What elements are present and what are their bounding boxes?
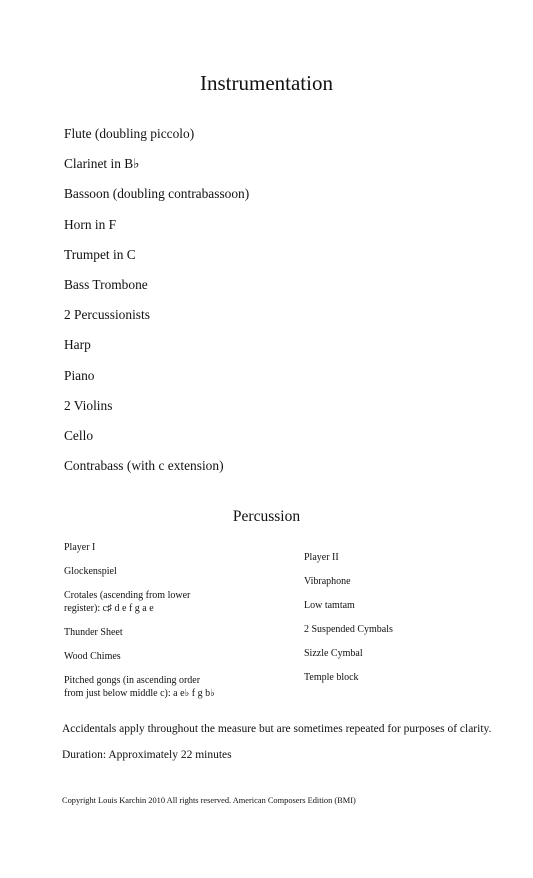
copyright-notice: Copyright Louis Karchin 2010 All rights reserved. American Composers Edition (BMI)	[62, 796, 356, 805]
page-title: Instrumentation	[200, 71, 333, 95]
percussion-item-multiline	[64, 674, 215, 700]
instrument-item: Horn in F	[64, 216, 117, 232]
instrument-item: 2 Violins	[64, 397, 113, 413]
instrument-item: Bassoon (doubling contrabassoon)	[64, 186, 250, 202]
instrument-item: Cello	[64, 427, 94, 443]
percussion-item: Glockenspiel	[64, 566, 117, 577]
percussion-item: Vibraphone	[304, 576, 351, 587]
percussion-item: Low tamtam	[304, 600, 355, 611]
instrument-item: Clarinet in B♭	[64, 156, 140, 172]
player-one-label: Player I	[64, 542, 96, 553]
instrument-item: Bass Trombone	[64, 276, 148, 292]
percussion-item-line: Crotales (ascending from lower	[64, 590, 191, 601]
instrument-item: Piano	[64, 367, 95, 383]
percussion-item: Sizzle Cymbal	[304, 648, 363, 659]
accidentals-note: Accidentals apply throughout the measure but are sometimes repeated for purposes of clarity.	[62, 723, 492, 735]
instrument-item: 2 Percussionists	[64, 307, 150, 323]
instrument-item: Harp	[64, 337, 91, 353]
percussion-item-line: from just below middle c): a e♭ f g b♭	[64, 688, 215, 699]
duration-note: Duration: Approximately 22 minutes	[62, 749, 232, 761]
player-one-list	[64, 541, 215, 711]
percussion-item: Thunder Sheet	[64, 627, 123, 638]
percussion-item-line: register): c♯ d e f g a e	[64, 603, 154, 614]
instrument-item: Flute (doubling piccolo)	[64, 126, 195, 141]
percussion-heading: Percussion	[232, 508, 301, 525]
player-two-label: Player II	[304, 552, 339, 563]
instrument-item: Contrabass (with c extension)	[64, 458, 224, 474]
percussion-item-line: Pitched gongs (in ascending order	[64, 675, 201, 686]
percussion-item: Wood Chimes	[64, 651, 121, 662]
instrument-list	[64, 124, 249, 486]
percussion-item: 2 Suspended Cymbals	[304, 624, 393, 635]
instrument-item: Trumpet in C	[64, 246, 136, 262]
percussion-item: Temple block	[304, 672, 359, 683]
percussion-item-multiline	[64, 589, 215, 615]
player-two-list	[304, 551, 393, 695]
